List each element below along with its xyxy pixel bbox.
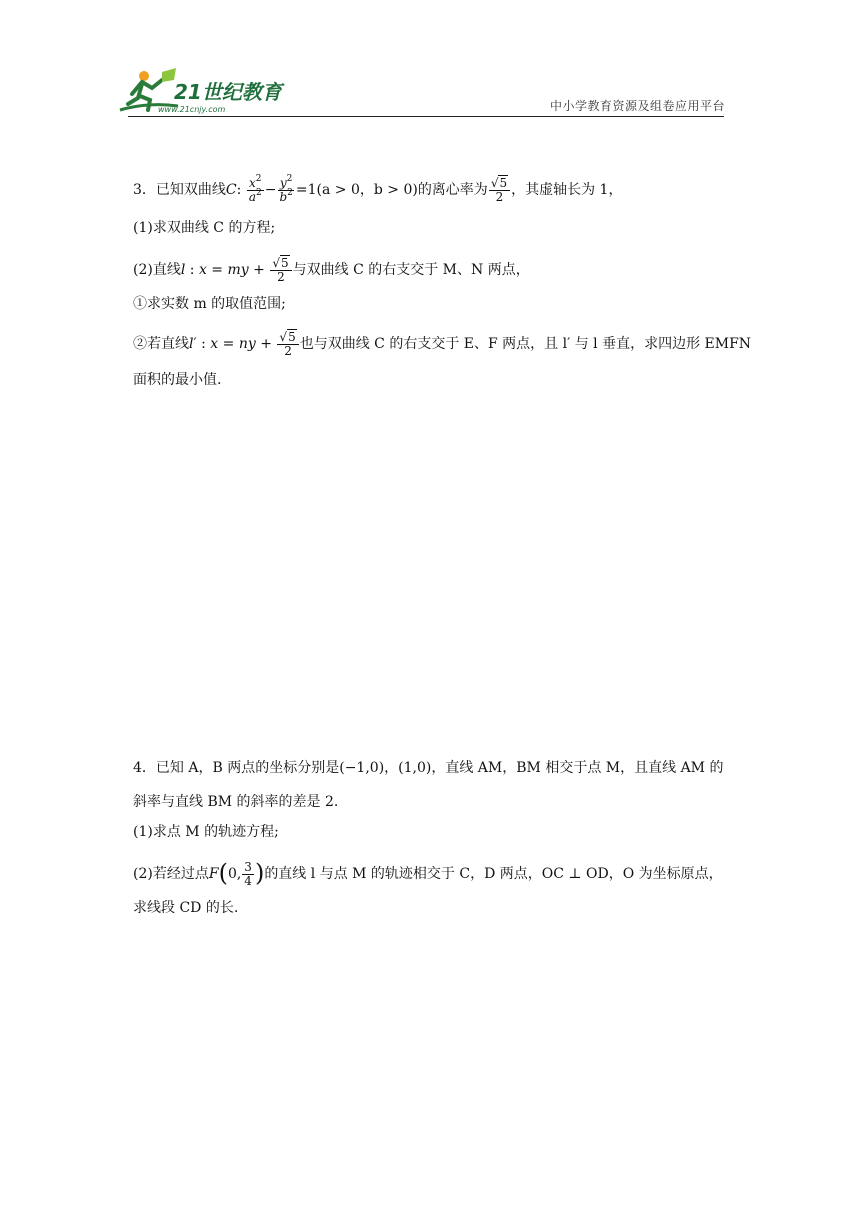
logo-url: www.21cnjy.com xyxy=(158,105,226,114)
problem-4-line-2: 斜率与直线 BM 的斜率的差是 2. xyxy=(133,794,339,810)
text: 与双曲线 C 的右支交于 M、N 两点， xyxy=(292,262,530,278)
running-man-icon xyxy=(120,68,178,110)
text: 已知 A，B 两点的坐标分别是 xyxy=(155,760,340,776)
text: ，其虚轴长为 1， xyxy=(511,182,623,198)
text: 已知双曲线 xyxy=(155,182,226,198)
text: ②若直线 xyxy=(133,336,189,352)
site-name: 中小学教育资源及组卷应用平台 xyxy=(549,99,725,113)
problem-4-part-2: (2)若经过点F(0, $\frac{3}{4}$ )的直线 l 与点 M 的轨迹相交于 C，D 两点，OC ⊥ OD，O 为坐标原点， xyxy=(133,859,723,888)
problem-3-part-1: (1)求双曲线 C 的方程; xyxy=(133,220,276,236)
problem-3-line-1: 3．已知双曲线C: $\frac{x^2}{a^2}$ − $\frac{y^2}{b^2}$ =1(a > 0，b > 0)的离心率为 $\frac{√5}{2}$ ，其虚轴长为 1， xyxy=(133,173,623,204)
text: ，直线 AM，BM 相交于点 M，且直线 AM 的 xyxy=(431,760,724,776)
problem-3-sub-2: ②若直线l′ : x = ny + $\frac{√5}{2}$ 也与双曲线 C 的右支交于 E、F 两点，且 l′ 与 l 垂直，求四边形 EMFN xyxy=(133,329,752,358)
problem-4-part-2-cont: 求线段 CD 的长. xyxy=(133,900,239,916)
point-a: (−1,0) xyxy=(339,760,385,776)
perp-condition: OC ⊥ OD xyxy=(541,866,609,882)
problem-4 xyxy=(133,756,743,918)
problem-3 xyxy=(133,172,752,390)
condition: (a > 0，b > 0) xyxy=(316,182,418,198)
text: (2)若经过点 xyxy=(133,866,209,882)
problem-3-sub-1: ①求实数 m 的取值范围; xyxy=(133,296,286,312)
text: 的离心率为 xyxy=(417,182,488,198)
logo-text: 21世纪教育 xyxy=(174,80,282,104)
problem-3-sub-2-cont: 面积的最小值. xyxy=(133,372,222,388)
text: 也与双曲线 C 的右支交于 E、F 两点，且 l′ 与 l 垂直，求四边形 EMFN xyxy=(299,336,752,352)
problem-4-line-1: 4．已知 A，B 两点的坐标分别是(−1,0)，(1,0)，直线 AM，BM 相交于点 M，且直线 AM 的 xyxy=(133,760,724,776)
logo-21cnjy xyxy=(118,66,298,116)
problem-3-part-2: (2)直线l : x = my + $\frac{√5}{2}$ 与双曲线 C 的右支交于 M、N 两点， xyxy=(133,255,530,284)
text: (2)直线 xyxy=(133,262,181,278)
problem-number: 4． xyxy=(133,760,156,776)
page-header xyxy=(0,0,860,120)
header-divider xyxy=(128,116,724,117)
problem-4-part-1: (1)求点 M 的轨迹方程; xyxy=(133,824,279,840)
text: ，O 为坐标原点， xyxy=(608,866,723,882)
problem-number: 3． xyxy=(133,182,156,198)
point-b: (1,0) xyxy=(398,760,432,776)
text: 的直线 l 与点 M 的轨迹相交于 C，D 两点， xyxy=(264,866,542,882)
